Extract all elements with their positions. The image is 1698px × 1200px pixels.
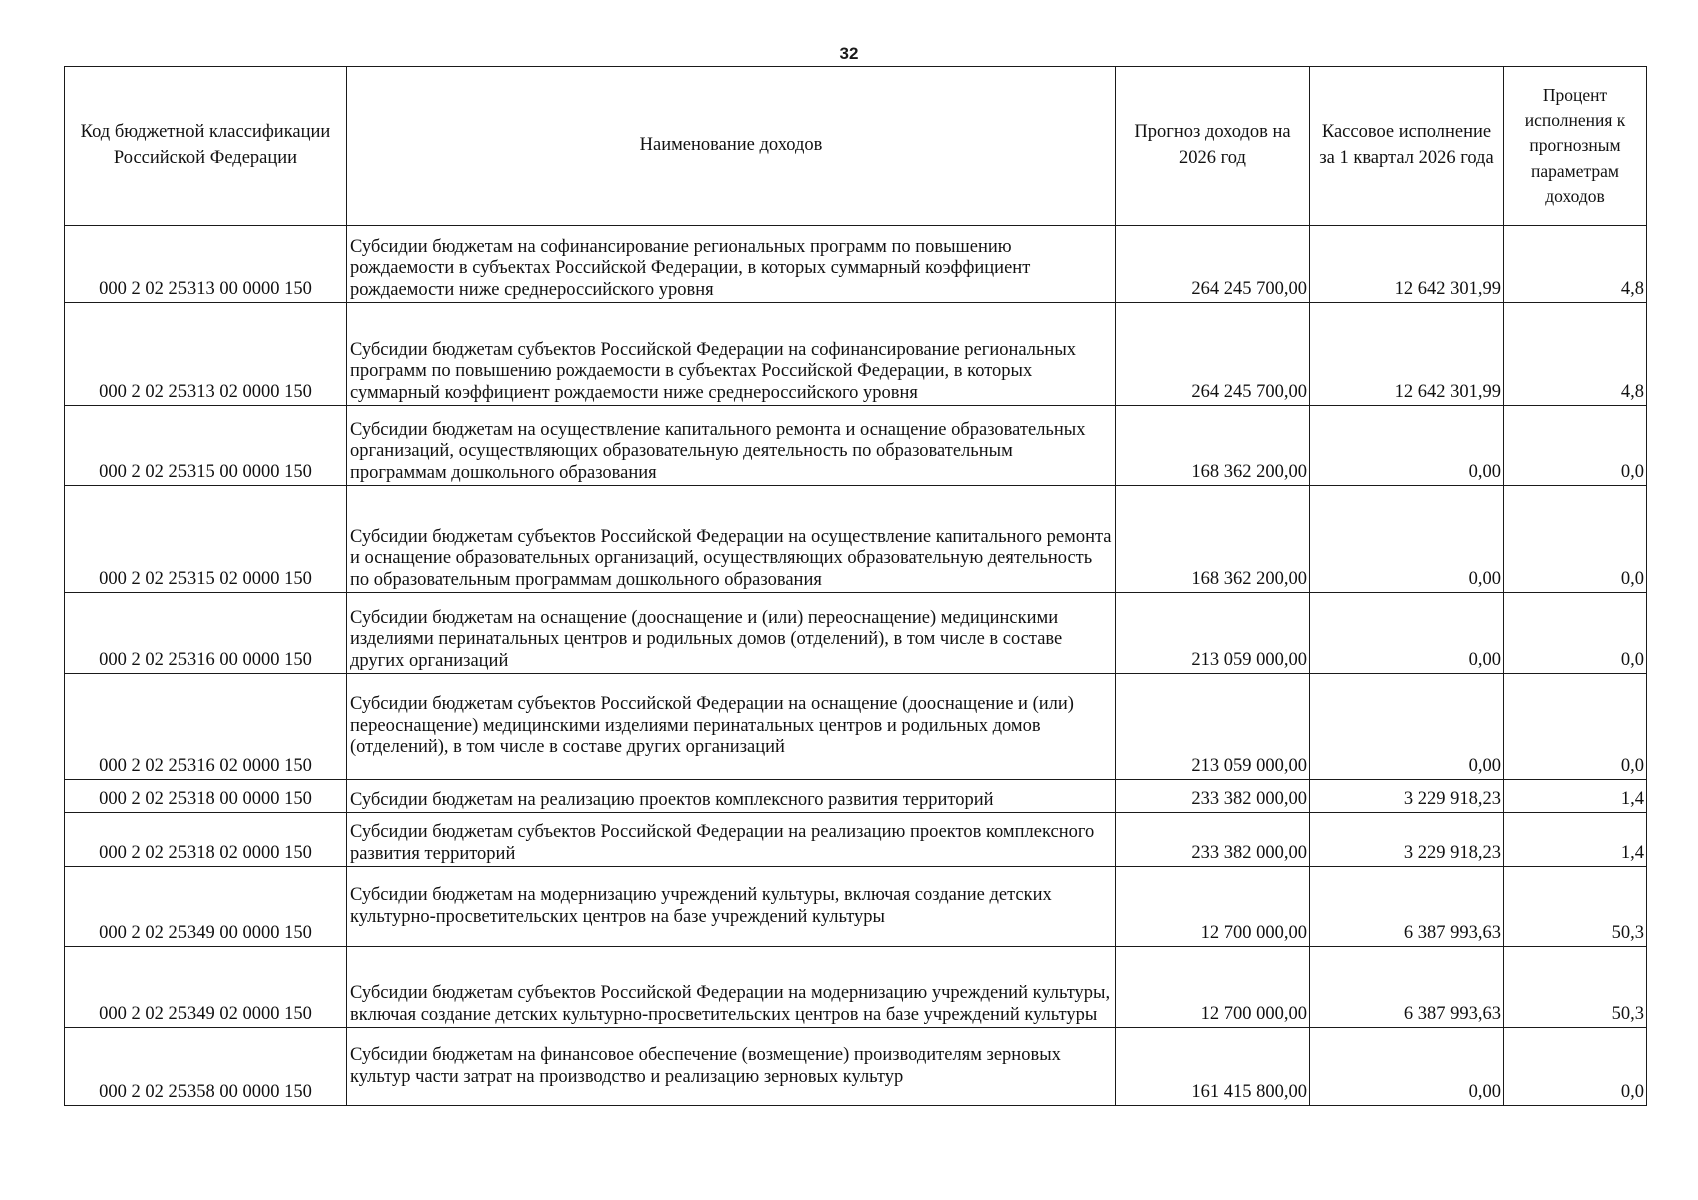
table-row: [65, 593, 1647, 674]
header-code: Код бюджетной классификации Российской Федерации: [65, 67, 347, 226]
cell-name: Субсидии бюджетам на модернизацию учреждений культуры, включая создание детских культурно-просветительских центров на базе учреждений культуры: [347, 867, 1116, 947]
cell-name: Субсидии бюджетам на софинансирование региональных программ по повышению рождаемости в субъектах Российской Федерации, в которых суммарный коэффициент рождаемости ниже среднероссийского уровня: [347, 226, 1116, 303]
table-row: [65, 813, 1647, 867]
cell-name: Субсидии бюджетам на оснащение (дооснащение и (или) переоснащение) медицинскими изделиями перинатальных центров и родильных домов (отделений), в том числе в составе других организаций: [347, 593, 1116, 674]
cell-exec: 0,00: [1310, 674, 1504, 780]
cell-name: Субсидии бюджетам субъектов Российской Федерации на оснащение (дооснащение и (или) переоснащение) медицинскими изделиями перинатальных центров и родильных домов (отделений), в том числе в составе других организаций: [347, 674, 1116, 780]
cell-plan: 161 415 800,00: [1116, 1028, 1310, 1106]
cell-pct: 0,0: [1504, 1028, 1647, 1106]
cell-code: 000 2 02 25349 02 0000 150: [65, 947, 347, 1028]
cell-code: 000 2 02 25318 00 0000 150: [65, 780, 347, 813]
cell-exec: 6 387 993,63: [1310, 867, 1504, 947]
cell-name: Субсидии бюджетам на реализацию проектов комплексного развития территорий: [347, 780, 1116, 813]
cell-name: Субсидии бюджетам субъектов Российской Федерации на осуществление капитального ремонта и оснащение образовательных организаций, осуществляющих образовательную деятельность по образовательным программам дошкольного образования: [347, 486, 1116, 593]
cell-plan: 264 245 700,00: [1116, 226, 1310, 303]
cell-code: 000 2 02 25318 02 0000 150: [65, 813, 347, 867]
cell-code: 000 2 02 25349 00 0000 150: [65, 867, 347, 947]
cell-pct: 1,4: [1504, 780, 1647, 813]
cell-plan: 168 362 200,00: [1116, 406, 1310, 486]
cell-pct: 0,0: [1504, 674, 1647, 780]
cell-exec: 6 387 993,63: [1310, 947, 1504, 1028]
cell-code: 000 2 02 25313 02 0000 150: [65, 303, 347, 406]
cell-exec: 3 229 918,23: [1310, 780, 1504, 813]
cell-name: Субсидии бюджетам субъектов Российской Федерации на модернизацию учреждений культуры, включая создание детских культурно-просветительских центров на базе учреждений культуры: [347, 947, 1116, 1028]
cell-name: Субсидии бюджетам на финансовое обеспечение (возмещение) производителям зерновых культур части затрат на производство и реализацию зерновых культур: [347, 1028, 1116, 1106]
header-name: Наименование доходов: [347, 67, 1116, 226]
cell-pct: 0,0: [1504, 406, 1647, 486]
cell-plan: 264 245 700,00: [1116, 303, 1310, 406]
cell-code: 000 2 02 25358 00 0000 150: [65, 1028, 347, 1106]
cell-exec: 12 642 301,99: [1310, 226, 1504, 303]
cell-plan: 213 059 000,00: [1116, 674, 1310, 780]
cell-exec: 0,00: [1310, 593, 1504, 674]
table-row: [65, 226, 1647, 303]
header-pct: Процент исполнения к прогнозным параметрам доходов: [1504, 67, 1647, 226]
cell-plan: 12 700 000,00: [1116, 867, 1310, 947]
header-exec: Кассовое исполнение за 1 квартал 2026 года: [1310, 67, 1504, 226]
cell-code: 000 2 02 25315 00 0000 150: [65, 406, 347, 486]
cell-exec: 0,00: [1310, 1028, 1504, 1106]
cell-exec: 0,00: [1310, 486, 1504, 593]
table-header-row: [65, 67, 1647, 226]
cell-name: Субсидии бюджетам субъектов Российской Федерации на реализацию проектов комплексного развития территорий: [347, 813, 1116, 867]
cell-pct: 4,8: [1504, 226, 1647, 303]
cell-pct: 4,8: [1504, 303, 1647, 406]
cell-code: 000 2 02 25316 00 0000 150: [65, 593, 347, 674]
table-row: [65, 406, 1647, 486]
cell-pct: 0,0: [1504, 593, 1647, 674]
cell-pct: 1,4: [1504, 813, 1647, 867]
cell-plan: 168 362 200,00: [1116, 486, 1310, 593]
cell-exec: 3 229 918,23: [1310, 813, 1504, 867]
table-row: [65, 867, 1647, 947]
income-table: [64, 66, 1647, 1106]
cell-plan: 213 059 000,00: [1116, 593, 1310, 674]
cell-name: Субсидии бюджетам субъектов Российской Федерации на софинансирование региональных программ по повышению рождаемости в субъектах Российской Федерации, в которых суммарный коэффициент рождаемости ниже среднероссийского уровня: [347, 303, 1116, 406]
table-row: [65, 303, 1647, 406]
cell-pct: 50,3: [1504, 867, 1647, 947]
cell-plan: 233 382 000,00: [1116, 813, 1310, 867]
cell-code: 000 2 02 25315 02 0000 150: [65, 486, 347, 593]
cell-name: Субсидии бюджетам на осуществление капитального ремонта и оснащение образовательных организаций, осуществляющих образовательную деятельность по образовательным программам дошкольного образования: [347, 406, 1116, 486]
cell-code: 000 2 02 25316 02 0000 150: [65, 674, 347, 780]
cell-code: 000 2 02 25313 00 0000 150: [65, 226, 347, 303]
table-row: [65, 486, 1647, 593]
table-row: [65, 780, 1647, 813]
page-number: 32: [839, 44, 859, 63]
table-row: [65, 947, 1647, 1028]
cell-pct: 0,0: [1504, 486, 1647, 593]
cell-plan: 233 382 000,00: [1116, 780, 1310, 813]
cell-exec: 12 642 301,99: [1310, 303, 1504, 406]
cell-plan: 12 700 000,00: [1116, 947, 1310, 1028]
cell-exec: 0,00: [1310, 406, 1504, 486]
table-row: [65, 674, 1647, 780]
cell-pct: 50,3: [1504, 947, 1647, 1028]
table-row: [65, 1028, 1647, 1106]
header-plan: Прогноз доходов на 2026 год: [1116, 67, 1310, 226]
